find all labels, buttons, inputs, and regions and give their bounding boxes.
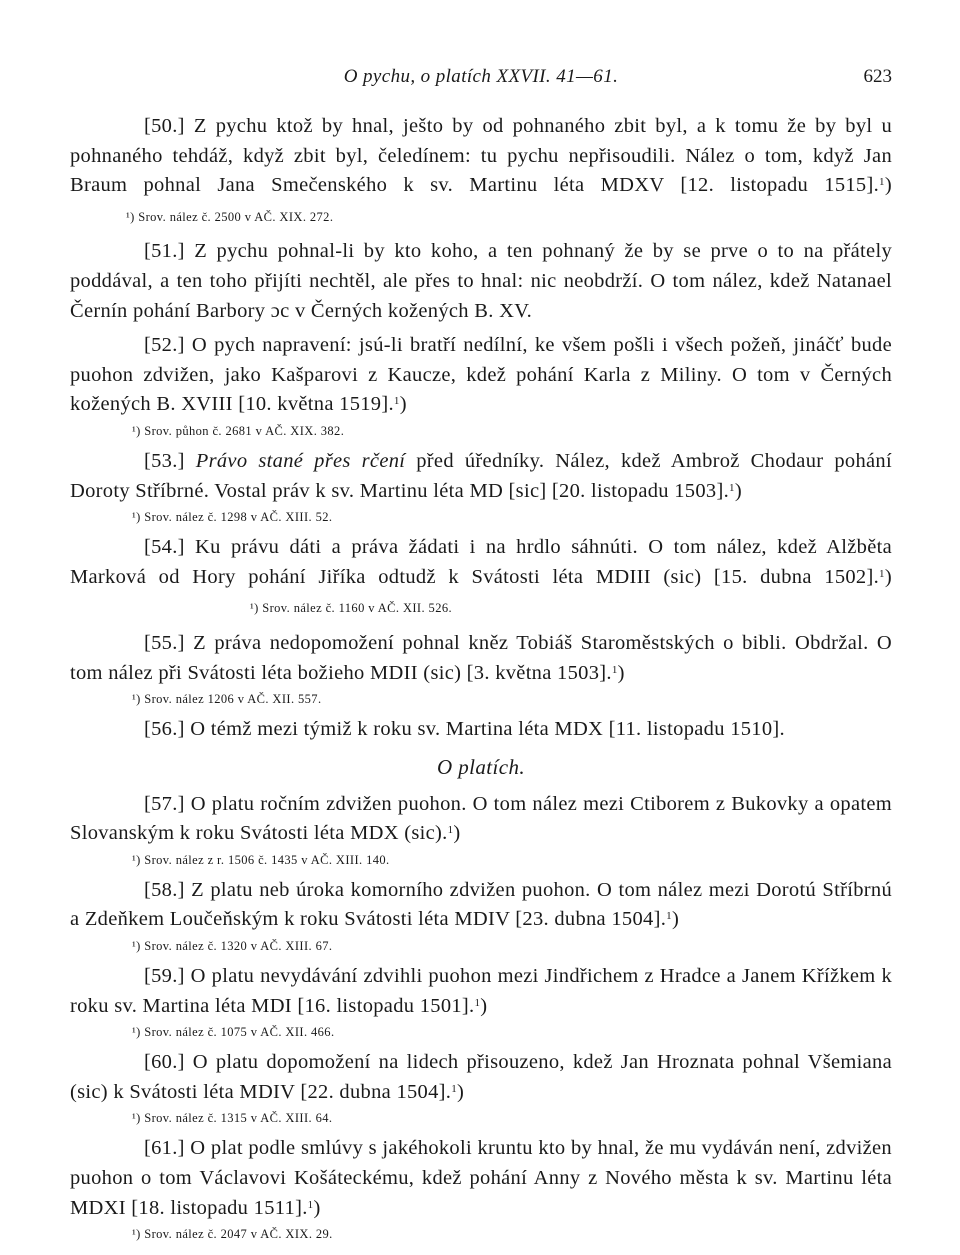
footnote: ¹) Srov. nález z r. 1506 č. 1435 v AČ. XIII. 140. <box>132 852 390 867</box>
entry-text: O plat podle smlúvy s jakéhokoli kruntu kto by hnal, že mu vydáván není, zdvižen puohon o tom Václavovi Košáteckému, kdež pohání Anny z Nového města k sv. Martinu léta MDXI [18. listopadu 1511]. <box>70 1137 892 1219</box>
footnote-marker-paren: ) <box>884 174 892 197</box>
footnote: ¹) Srov. nález č. 1320 v AČ. XIII. 67. <box>132 939 333 954</box>
entry-text: O platu nevydávání zdvihli puohon mezi Jindřichem z Hradce a Janem Křížkem k roku sv. Martina léta MDI [16. listopadu 1501]. <box>70 965 892 1017</box>
entry-52 <box>70 331 892 420</box>
footnote-marker-paren: ) <box>734 479 742 502</box>
page-number: 623 <box>863 66 892 87</box>
footnote-marker-paren: ) <box>399 393 407 416</box>
footnote-marker-paren: ) <box>617 661 625 684</box>
footnote-marker-paren: ) <box>884 565 892 588</box>
footnote-marker: 1 <box>879 176 885 189</box>
entry-text: Z pychu pohnal-li by kto koho, a ten pohnaný že by se prve o to na přátely poddával, a ten toho přijíti nechtěl, ale přes to hnal: nic neobdrží. O tom nález, kdež Natanael Černín pohání Barbory ɔc v Černých kožených B. XV. <box>70 240 892 322</box>
footnote-marker: 1 <box>879 567 885 580</box>
footnote-marker: 1 <box>729 481 735 494</box>
entry-50 <box>70 112 892 232</box>
entry-59 <box>70 962 892 1021</box>
entry-text: O platu dopomožení na lidech přisouzeno, kdež Jan Hroznata pohnal Všemiana (sic) k Svátosti léta MDIV [22. dubna 1504]. <box>70 1051 892 1103</box>
footnote: ¹) Srov. nález č. 1315 v AČ. XIII. 64. <box>132 1111 333 1126</box>
footnote: ¹) Srov. nález 1206 v AČ. XII. 557. <box>132 692 322 707</box>
entry-57 <box>70 790 892 849</box>
entry-55 <box>70 629 892 688</box>
footnote: ¹) Srov. nález č. 2500 v AČ. XIX. 272. <box>126 209 334 224</box>
entry-58 <box>70 876 892 935</box>
entry-60 <box>70 1048 892 1107</box>
footnote-marker: 1 <box>393 395 400 408</box>
entry-text: O témž mezi týmiž k roku sv. Martina léta MDX [11. listopadu 1510]. <box>184 718 785 741</box>
footnote-marker: 1 <box>474 996 481 1009</box>
entry-number: [57.] <box>144 792 185 815</box>
entry-number: [50.] <box>144 115 185 137</box>
entry-61 <box>70 1134 892 1223</box>
entry-54 <box>70 533 892 624</box>
entry-text-tail: [12. listopadu 1515]. <box>680 174 880 197</box>
entry-56 <box>70 715 892 745</box>
entry-number: [52.] <box>144 334 185 357</box>
entry-text: O platu ročním zdvižen puohon. O tom nález mezi Ctiborem z Bukovky a opatem Slovanským k roku Svátosti léta MDX (sic). <box>70 792 892 845</box>
entry-number: [56.] <box>144 718 185 741</box>
entry-number: [54.] <box>144 536 185 559</box>
footnote-marker-paren: ) <box>453 822 461 845</box>
entry-number: [60.] <box>144 1051 185 1074</box>
running-title: O pychu, o platích XXVII. 41—61. <box>343 66 619 87</box>
footnote-marker: 1 <box>666 910 672 923</box>
footnote: ¹) Srov. nález č. 1160 v AČ. XII. 526. <box>250 601 453 616</box>
footnote: ¹) Srov. nález č. 1298 v AČ. XIII. 52. <box>132 510 333 525</box>
entry-number: [59.] <box>144 965 185 988</box>
footnote-marker-paren: ) <box>480 994 488 1017</box>
entry-text: Z práva nedopomožení pohnal kněz Tobiáš Staroměstských o bibli. Obdržal. O tom nález při Svátosti léta božieho MDII (sic) [3. května 1503]. <box>70 631 892 684</box>
entry-italic-text: Právo stané přes rčení <box>195 449 406 472</box>
footnote: ¹) Srov. nález č. 2047 v AČ. XIX. 29. <box>132 1227 333 1242</box>
footnote: ¹) Srov. půhon č. 2681 v AČ. XIX. 382. <box>132 423 345 438</box>
footnote-marker-paren: ) <box>671 908 680 931</box>
entry-51 <box>70 237 892 326</box>
entry-number: [61.] <box>144 1137 185 1160</box>
footnote-marker: 1 <box>611 663 618 676</box>
entry-text: před úředníky. Nález, kdež Ambrož Chodaur pohání Doroty Stříbrné. Vostal práv k sv. Martinu léta MD [sic] [20. listopadu 1503]. <box>70 449 892 502</box>
entry-53 <box>70 447 892 506</box>
footnote-marker-paren: ) <box>457 1080 465 1103</box>
entry-number: [53.] <box>144 449 185 472</box>
page-body <box>70 112 892 1250</box>
footnote-marker-paren: ) <box>313 1196 321 1219</box>
footnote-marker: 1 <box>451 1082 458 1095</box>
entry-number: [58.] <box>144 878 185 901</box>
entry-text: Z pychu ktož by hnal, ješto by od pohnaného zbit byl, a k tomu že by byl u pohnaného tehdáž, když zbit byl, čeledínem: tu pychu nepřisoudili. Nález o tom, když Jan Braum pohnal Jana Smečenského k sv. Martinu léta MDXV <box>70 115 892 197</box>
footnote-marker: 1 <box>447 824 454 837</box>
entry-number: [55.] <box>144 631 185 654</box>
running-head <box>70 66 892 96</box>
section-title: O platích. <box>437 754 525 779</box>
footnote: ¹) Srov. nález č. 1075 v AČ. XII. 466. <box>132 1025 335 1040</box>
footnote-marker: 1 <box>307 1198 314 1211</box>
entry-text: Z platu neb úroka komorního zdvižen puohon. O tom nález mezi Dorotú Stříbrnú a Zdeňkem Loučeňským k roku Svátosti léta MDIV [23. dubna 1504]. <box>70 878 892 931</box>
entry-number: [51.] <box>144 240 185 263</box>
entry-text: O pych napravení: jsú-li bratří nedílní, ke všem pošli i všech požeň, jináčť bude puohon zdvižen, jako Kašparovi z Kaucze, kdež pohání Karla z Miliny. O tom v Černých kožených B. XVIII [10. května 1519]. <box>70 334 892 416</box>
entry-text-tail: dubna 1502]. <box>760 565 880 588</box>
entry-text: Ku právu dáti a práva žádati i na hrdlo sáhnúti. O tom nález, kdež Alžběta Marková od Hory pohání Jiříka odtudž k Svátosti léta MDIII (sic) [15. <box>70 536 892 588</box>
